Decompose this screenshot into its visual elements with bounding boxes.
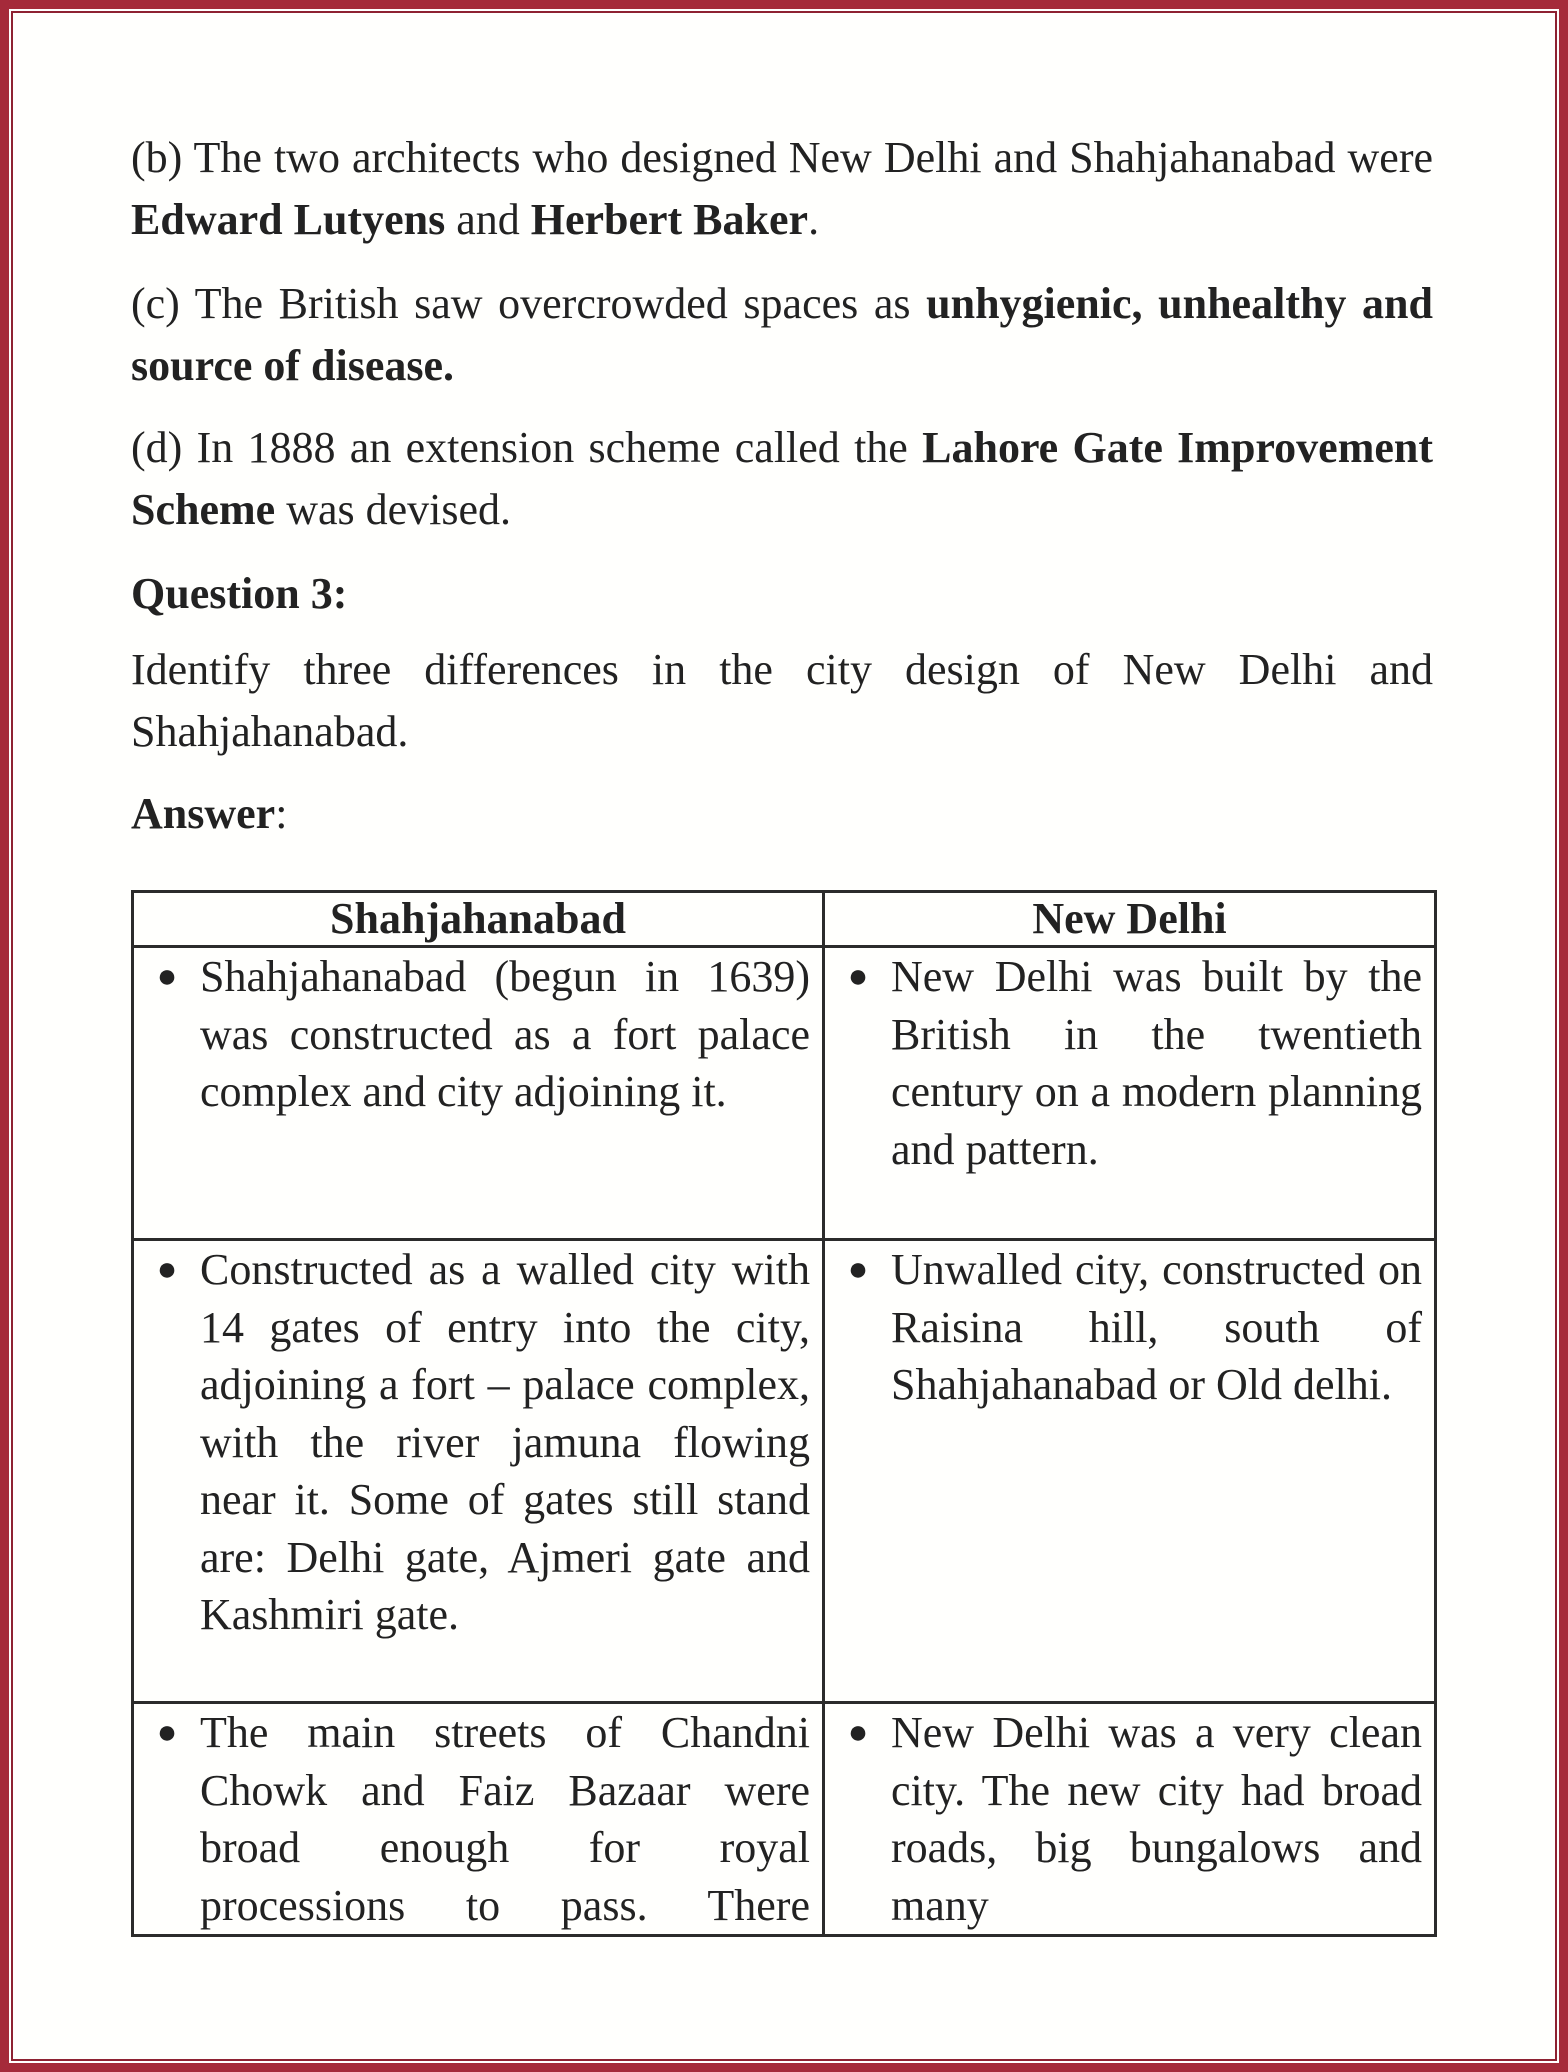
- table-cell-shahjahanabad: [133, 1703, 824, 1936]
- bullet-icon: ●: [847, 1714, 869, 1751]
- table-row: [133, 1703, 1436, 1936]
- bullet-icon: ●: [847, 1251, 869, 1288]
- list-item: [134, 1704, 810, 1934]
- cell-text: Unwalled city, constructed on Raisina hill, south of Shahjahanabad or Old delhi.: [891, 1245, 1422, 1409]
- cell-text: New Delhi was built by the British in the twentieth century on a modern planning and pattern.: [891, 952, 1422, 1174]
- answer-label-text: Answer: [131, 789, 276, 838]
- list-item: [825, 1704, 1422, 1934]
- table-header-row: [133, 892, 1436, 947]
- list-item: [134, 948, 810, 1121]
- architect-lutyens: Edward Lutyens: [131, 195, 446, 244]
- list-item: [134, 1241, 810, 1644]
- question-heading: Question 3:: [131, 569, 348, 618]
- scheme-name: Lahore Gate Improvement Scheme: [131, 423, 1433, 534]
- comparison-table: [131, 890, 1437, 1937]
- table-cell-shahjahanabad: [133, 1240, 824, 1703]
- table-row: [133, 1240, 1436, 1703]
- part-b-period: .: [808, 195, 820, 244]
- cell-text: Constructed as a walled city with 14 gates of entry into the city, adjoining a fort – palace complex, with the river jamuna flowing near it. Some of gates still stand are: Delhi gate, Ajmeri gate and Kashmiri gate.: [200, 1245, 810, 1639]
- cell-text: New Delhi was a very clean city. The new city had broad roads, big bungalows and many: [891, 1708, 1422, 1930]
- table-row: [133, 947, 1436, 1240]
- bullet-icon: ●: [156, 958, 178, 995]
- bullet-icon: ●: [156, 1714, 178, 1751]
- part-d-text: (d) In 1888 an extension scheme called the: [131, 423, 923, 472]
- part-d-suffix: was devised.: [275, 485, 512, 534]
- answer-label: [131, 783, 1433, 845]
- architect-baker: Herbert Baker: [530, 195, 809, 244]
- table-cell-new-delhi: [824, 947, 1436, 1240]
- table-cell-new-delhi: [824, 1703, 1436, 1936]
- list-item: [825, 948, 1422, 1178]
- answer-label-colon: :: [275, 789, 288, 838]
- answer-part-d: [131, 417, 1433, 541]
- answer-part-b: [131, 127, 1433, 251]
- part-c-emphasis: unhygienic, unhealthy and source of disease.: [131, 279, 1433, 390]
- column-header-shahjahanabad: Shahjahanabad: [133, 892, 824, 947]
- list-item: [825, 1241, 1422, 1414]
- question-text: Identify three differences in the city design of New Delhi and Shahjahanabad.: [131, 645, 1433, 756]
- table-cell-new-delhi: [824, 1240, 1436, 1703]
- answer-part-c: [131, 273, 1433, 397]
- table-cell-shahjahanabad: [133, 947, 824, 1240]
- document-body: [131, 127, 1433, 845]
- cell-text: The main streets of Chandni Chowk and Faiz Bazaar were broad enough for royal processions to pass. There: [200, 1708, 810, 1930]
- column-header-new-delhi: New Delhi: [824, 892, 1436, 947]
- part-c-text: (c) The British saw overcrowded spaces as: [131, 279, 927, 328]
- bullet-icon: ●: [847, 958, 869, 995]
- bullet-icon: ●: [156, 1251, 178, 1288]
- cell-text: Shahjahanabad (begun in 1639) was constructed as a fort palace complex and city adjoining it.: [200, 952, 810, 1116]
- part-b-text: (b) The two architects who designed New Delhi and Shahjahanabad were: [131, 133, 1433, 182]
- part-b-conjunction: and: [445, 195, 531, 244]
